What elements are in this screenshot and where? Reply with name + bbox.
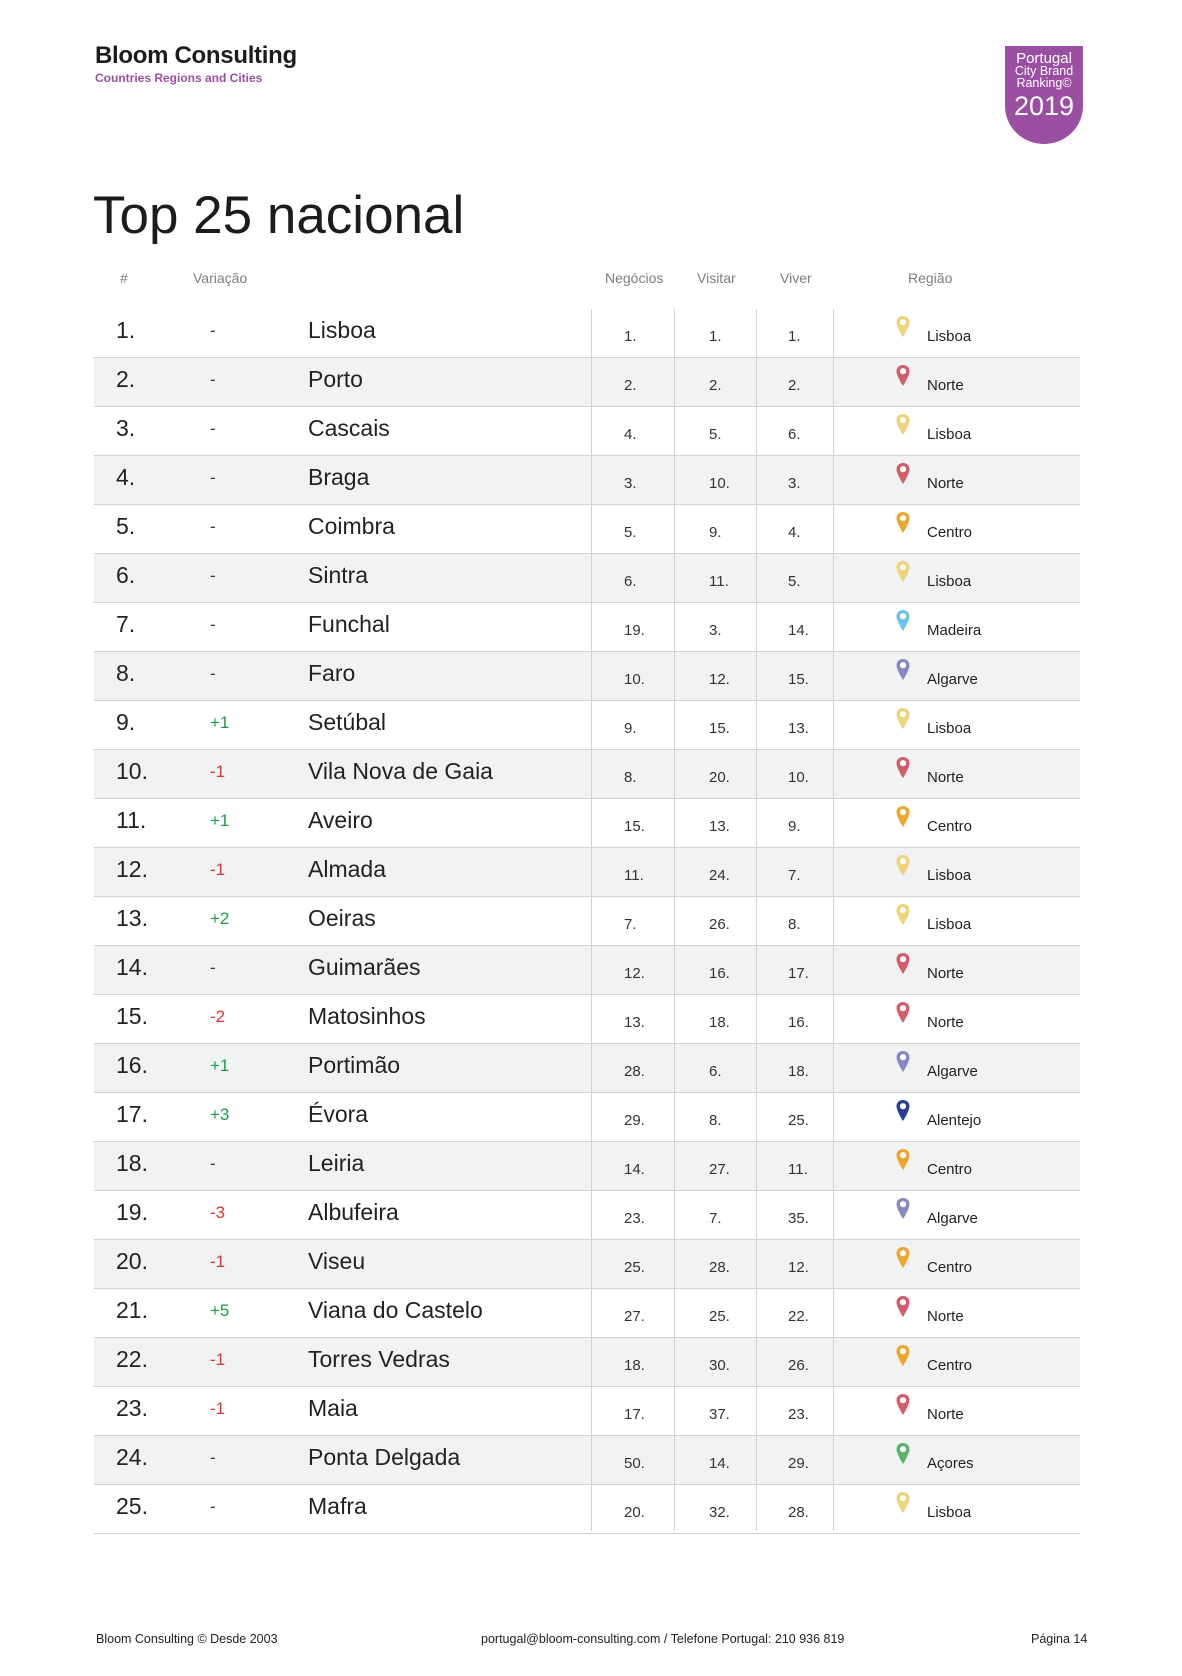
business-rank: 14. (624, 1161, 645, 1178)
region-label: Alentejo (927, 1112, 982, 1129)
region-label: Lisboa (927, 867, 972, 884)
business-rank: 17. (624, 1406, 645, 1423)
variation-cell: - (210, 615, 216, 634)
visit-rank: 28. (709, 1259, 730, 1276)
rank-cell: 24. (116, 1444, 148, 1470)
table-row (94, 309, 1080, 358)
variation-cell: - (210, 468, 216, 487)
column-header-rank: # (120, 270, 128, 286)
live-rank: 3. (788, 475, 801, 492)
business-rank: 13. (624, 1014, 645, 1031)
rank-cell: 22. (116, 1346, 148, 1372)
visit-rank: 8. (709, 1112, 722, 1129)
region-label: Lisboa (927, 1504, 972, 1521)
business-rank: 25. (624, 1259, 645, 1276)
rank-cell: 13. (116, 905, 148, 931)
city-name: Setúbal (308, 709, 387, 735)
table-row (94, 750, 1080, 799)
business-rank: 29. (624, 1112, 645, 1129)
region-label: Lisboa (927, 916, 972, 933)
variation-cell: +1 (210, 713, 230, 732)
variation-cell: -1 (210, 1350, 226, 1369)
variation-cell: - (210, 566, 216, 585)
region-label: Algarve (927, 1210, 978, 1227)
badge-line-1: Portugal (1016, 50, 1072, 67)
rank-cell: 23. (116, 1395, 148, 1421)
brand-subtitle: Countries Regions and Cities (95, 71, 263, 85)
visit-rank: 6. (709, 1063, 722, 1080)
table-row (94, 848, 1080, 897)
visit-rank: 15. (709, 720, 730, 737)
live-rank: 26. (788, 1357, 809, 1374)
business-rank: 3. (624, 475, 637, 492)
live-rank: 16. (788, 1014, 809, 1031)
variation-cell: -1 (210, 762, 226, 781)
column-header-region: Região (908, 270, 953, 286)
region-label: Norte (927, 475, 964, 492)
rank-cell: 4. (116, 464, 136, 490)
rank-cell: 2. (116, 366, 136, 392)
visit-rank: 30. (709, 1357, 730, 1374)
table-row (94, 1387, 1080, 1436)
business-rank: 9. (624, 720, 637, 737)
table-row (94, 358, 1080, 407)
location-pin-icon (895, 707, 911, 731)
visit-rank: 11. (709, 573, 729, 590)
region-label: Lisboa (927, 426, 972, 443)
live-rank: 15. (788, 671, 809, 688)
region-label: Norte (927, 1406, 964, 1423)
region-label: Madeira (927, 622, 982, 639)
location-pin-icon (895, 1491, 911, 1515)
location-pin-icon (895, 903, 911, 927)
footer-copyright: Bloom Consulting © Desde 2003 (96, 1632, 278, 1646)
rank-cell: 3. (116, 415, 136, 441)
city-name: Viana do Castelo (308, 1297, 483, 1323)
live-rank: 1. (788, 328, 801, 345)
location-pin-icon (895, 952, 911, 976)
city-name: Évora (308, 1101, 369, 1127)
live-rank: 29. (788, 1455, 809, 1472)
business-rank: 5. (624, 524, 637, 541)
location-pin-icon (895, 1344, 911, 1368)
table-row (94, 1240, 1080, 1289)
rank-cell: 20. (116, 1248, 148, 1274)
city-name: Mafra (308, 1493, 367, 1519)
visit-rank: 2. (709, 377, 722, 394)
location-pin-icon (895, 1197, 911, 1221)
page-title: Top 25 nacional (93, 186, 465, 245)
live-rank: 4. (788, 524, 801, 541)
region-label: Centro (927, 1357, 973, 1374)
region-label: Algarve (927, 671, 978, 688)
visit-rank: 16. (709, 965, 730, 982)
business-rank: 23. (624, 1210, 645, 1227)
live-rank: 35. (788, 1210, 809, 1227)
table-row (94, 1142, 1080, 1191)
region-label: Norte (927, 377, 964, 394)
live-rank: 17. (788, 965, 809, 982)
rank-cell: 17. (116, 1101, 148, 1127)
live-rank: 12. (788, 1259, 809, 1276)
rank-cell: 16. (116, 1052, 148, 1078)
region-label: Centro (927, 524, 973, 541)
variation-cell: -3 (210, 1203, 226, 1222)
business-rank: 50. (624, 1455, 645, 1472)
live-rank: 7. (788, 867, 801, 884)
table-row (94, 1338, 1080, 1387)
location-pin-icon (895, 609, 911, 633)
live-rank: 6. (788, 426, 801, 443)
footer-page-number: Página 14 (1031, 1632, 1088, 1646)
ranking-table (94, 309, 1080, 1534)
business-rank: 15. (624, 818, 645, 835)
location-pin-icon (895, 1148, 911, 1172)
city-name: Porto (308, 366, 363, 392)
rank-cell: 5. (116, 513, 136, 539)
location-pin-icon (895, 413, 911, 437)
table-row (94, 652, 1080, 701)
city-name: Aveiro (308, 807, 373, 833)
table-row (94, 407, 1080, 456)
rank-cell: 6. (116, 562, 136, 588)
table-row (94, 1093, 1080, 1142)
badge-line-3: Ranking© (1016, 76, 1072, 90)
column-header-variation: Variação (193, 270, 248, 286)
location-pin-icon (895, 1050, 911, 1074)
badge-year: 2019 (1013, 91, 1075, 121)
table-row (94, 1044, 1080, 1093)
live-rank: 11. (788, 1161, 808, 1178)
rank-cell: 7. (116, 611, 136, 637)
location-pin-icon (895, 1246, 911, 1270)
business-rank: 27. (624, 1308, 645, 1325)
rank-cell: 19. (116, 1199, 148, 1225)
business-rank: 2. (624, 377, 637, 394)
region-label: Lisboa (927, 328, 972, 345)
location-pin-icon (895, 315, 911, 339)
visit-rank: 1. (709, 328, 722, 345)
table-row (94, 1191, 1080, 1240)
visit-rank: 25. (709, 1308, 730, 1325)
variation-cell: -1 (210, 1252, 226, 1271)
business-rank: 12. (624, 965, 645, 982)
live-rank: 14. (788, 622, 809, 639)
business-rank: 6. (624, 573, 637, 590)
location-pin-icon (895, 1442, 911, 1466)
location-pin-icon (895, 364, 911, 388)
city-name: Viseu (308, 1248, 366, 1274)
live-rank: 22. (788, 1308, 809, 1325)
location-pin-icon (895, 462, 911, 486)
table-row (94, 799, 1080, 848)
column-divider (674, 309, 675, 1531)
variation-cell: +1 (210, 1056, 230, 1075)
column-divider (756, 309, 757, 1531)
column-divider (833, 309, 834, 1531)
variation-cell: -1 (210, 860, 226, 879)
live-rank: 10. (788, 769, 809, 786)
business-rank: 18. (624, 1357, 645, 1374)
live-rank: 25. (788, 1112, 809, 1129)
column-header-live: Viver (780, 270, 812, 286)
city-name: Maia (308, 1395, 358, 1421)
live-rank: 23. (788, 1406, 809, 1423)
business-rank: 10. (624, 671, 645, 688)
region-label: Açores (927, 1455, 974, 1472)
rank-cell: 25. (116, 1493, 148, 1519)
rank-cell: 18. (116, 1150, 148, 1176)
city-name: Funchal (308, 611, 390, 637)
visit-rank: 7. (709, 1210, 722, 1227)
live-rank: 8. (788, 916, 801, 933)
table-row (94, 1436, 1080, 1485)
city-name: Torres Vedras (308, 1346, 450, 1372)
footer-contact: portugal@bloom-consulting.com / Telefone Portugal: 210 936 819 (481, 1632, 845, 1646)
region-label: Norte (927, 1308, 964, 1325)
table-row (94, 946, 1080, 995)
brand-name: Bloom Consulting (95, 42, 297, 69)
variation-cell: - (210, 1497, 216, 1516)
column-header-business: Negócios (605, 270, 664, 286)
table-row (94, 1289, 1080, 1338)
visit-rank: 26. (709, 916, 730, 933)
city-name: Coimbra (308, 513, 395, 539)
city-name: Almada (308, 856, 386, 882)
location-pin-icon (895, 658, 911, 682)
city-name: Faro (308, 660, 356, 686)
visit-rank: 10. (709, 475, 730, 492)
location-pin-icon (895, 805, 911, 829)
region-label: Centro (927, 818, 973, 835)
visit-rank: 5. (709, 426, 722, 443)
city-name: Portimão (308, 1052, 401, 1078)
variation-cell: - (210, 370, 216, 389)
rank-cell: 11. (116, 807, 147, 833)
city-name: Albufeira (308, 1199, 399, 1225)
live-rank: 13. (788, 720, 809, 737)
rank-cell: 12. (116, 856, 148, 882)
business-rank: 7. (624, 916, 637, 933)
variation-cell: +2 (210, 909, 230, 928)
variation-cell: -1 (210, 1399, 226, 1418)
business-rank: 20. (624, 1504, 645, 1521)
visit-rank: 32. (709, 1504, 730, 1521)
table-row (94, 701, 1080, 750)
city-name: Cascais (308, 415, 390, 441)
variation-cell: - (210, 1448, 216, 1467)
location-pin-icon (895, 1393, 911, 1417)
location-pin-icon (895, 511, 911, 535)
business-rank: 11. (624, 867, 644, 884)
live-rank: 9. (788, 818, 801, 835)
variation-cell: - (210, 321, 216, 340)
table-row (94, 1485, 1080, 1534)
city-name: Oeiras (308, 905, 376, 931)
business-rank: 1. (624, 328, 637, 345)
rank-cell: 1. (116, 317, 136, 343)
visit-rank: 20. (709, 769, 730, 786)
variation-cell: - (210, 517, 216, 536)
rank-cell: 15. (116, 1003, 148, 1029)
variation-cell: +3 (210, 1105, 230, 1124)
rank-cell: 14. (116, 954, 148, 980)
region-label: Lisboa (927, 720, 972, 737)
rank-cell: 8. (116, 660, 136, 686)
variation-cell: -2 (210, 1007, 226, 1026)
visit-rank: 13. (709, 818, 730, 835)
rank-cell: 10. (116, 758, 148, 784)
visit-rank: 3. (709, 622, 722, 639)
table-row (94, 995, 1080, 1044)
region-label: Algarve (927, 1063, 978, 1080)
variation-cell: - (210, 419, 216, 438)
city-name: Guimarães (308, 954, 421, 980)
table-row (94, 554, 1080, 603)
column-header-visit: Visitar (697, 270, 736, 286)
region-label: Norte (927, 965, 964, 982)
table-row (94, 897, 1080, 946)
business-rank: 4. (624, 426, 637, 443)
location-pin-icon (895, 1295, 911, 1319)
region-label: Norte (927, 769, 964, 786)
city-name: Vila Nova de Gaia (308, 758, 493, 784)
business-rank: 19. (624, 622, 645, 639)
live-rank: 2. (788, 377, 801, 394)
visit-rank: 37. (709, 1406, 730, 1423)
region-label: Norte (927, 1014, 964, 1031)
variation-cell: +5 (210, 1301, 230, 1320)
rank-cell: 9. (116, 709, 136, 735)
visit-rank: 24. (709, 867, 730, 884)
region-label: Centro (927, 1161, 973, 1178)
badge-line-2: City Brand (1014, 64, 1074, 78)
visit-rank: 14. (709, 1455, 730, 1472)
location-pin-icon (895, 756, 911, 780)
variation-cell: - (210, 958, 216, 977)
table-row (94, 505, 1080, 554)
city-name: Braga (308, 464, 370, 490)
location-pin-icon (895, 854, 911, 878)
city-name: Sintra (308, 562, 369, 588)
visit-rank: 18. (709, 1014, 730, 1031)
visit-rank: 12. (709, 671, 730, 688)
business-rank: 28. (624, 1063, 645, 1080)
table-row (94, 603, 1080, 652)
live-rank: 18. (788, 1063, 809, 1080)
visit-rank: 27. (709, 1161, 730, 1178)
live-rank: 5. (788, 573, 801, 590)
city-name: Leiria (308, 1150, 365, 1176)
variation-cell: +1 (210, 811, 230, 830)
city-name: Ponta Delgada (308, 1444, 461, 1470)
city-name: Lisboa (308, 317, 376, 343)
location-pin-icon (895, 1099, 911, 1123)
region-label: Centro (927, 1259, 973, 1276)
variation-cell: - (210, 664, 216, 683)
column-divider (591, 309, 592, 1531)
rank-cell: 21. (116, 1297, 148, 1323)
city-name: Matosinhos (308, 1003, 426, 1029)
table-row (94, 456, 1080, 505)
variation-cell: - (210, 1154, 216, 1173)
region-label: Lisboa (927, 573, 972, 590)
brand-logo (95, 42, 297, 85)
business-rank: 8. (624, 769, 637, 786)
location-pin-icon (895, 1001, 911, 1025)
live-rank: 28. (788, 1504, 809, 1521)
ranking-badge (1005, 46, 1083, 144)
location-pin-icon (895, 560, 911, 584)
visit-rank: 9. (709, 524, 722, 541)
